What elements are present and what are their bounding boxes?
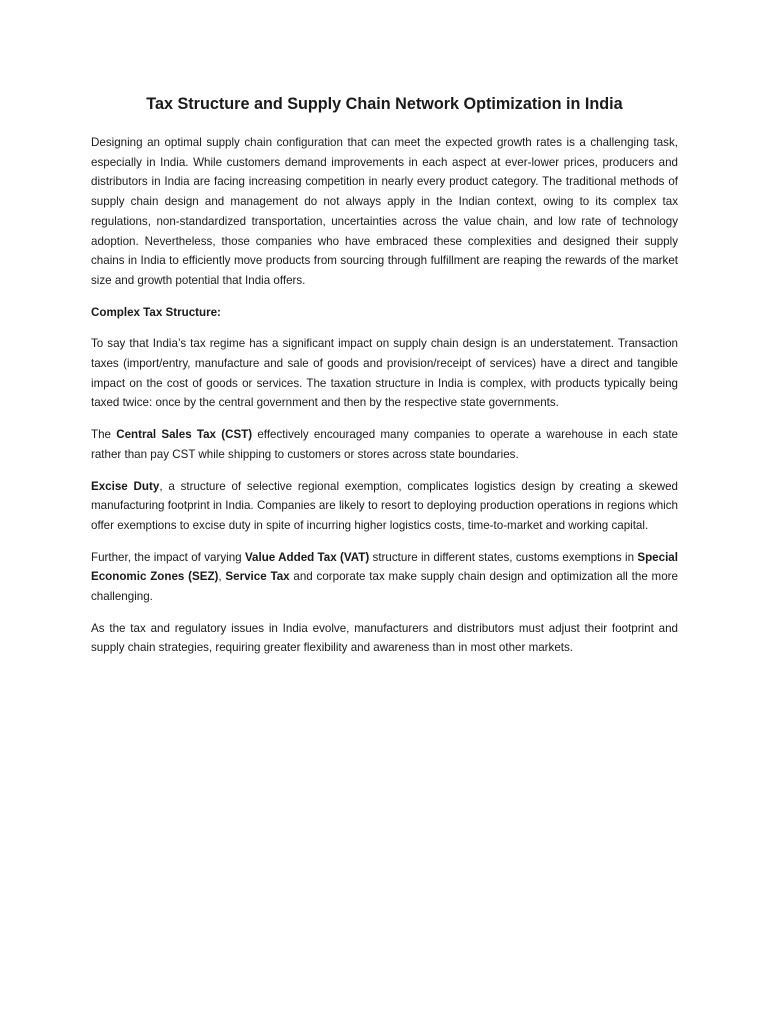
vat-mid-text: structure in different states, customs exemptions in: [369, 550, 638, 564]
excise-paragraph: [91, 477, 678, 536]
cst-paragraph: [91, 425, 678, 464]
vat-paragraph: [91, 548, 678, 607]
vat-term: Value Added Tax (VAT): [244, 550, 370, 564]
excise-term: Excise Duty: [91, 479, 160, 493]
service-tax-term: Service Tax: [225, 570, 290, 584]
document-title: Tax Structure and Supply Chain Network Optimization in India: [146, 95, 623, 113]
vat-prefix-text: Further, the impact of varying: [91, 550, 245, 564]
section-heading-complex-tax: Complex Tax Structure:: [91, 305, 221, 319]
intro-paragraph: Designing an optimal supply chain configuration that can meet the expected growth rates is a challenging task, especially in India. While customers demand improvements in each aspect at ever-lower prices, producers and distributors in India are facing increasing competition in nearly every product category. The traditional methods of supply chain design and management do not always apply in the Indian context, owing to its complex tax regulations, non-standardized transportation, uncertainties across the value chain, and low rate of technology adoption. Nevertheless, those companies who have embraced these complexities and designed their supply chains in India to efficiently move products from sourcing through fulfillment are reaping the rewards of the market size and growth potential that India offers.: [91, 136, 678, 287]
vat-separator-text: ,: [218, 570, 226, 584]
closing-paragraph: As the tax and regulatory issues in India evolve, manufacturers and distributors must adjust their footprint and supply chain strategies, requiring greater flexibility and awareness than in most other markets.: [91, 621, 678, 655]
tax-regime-paragraph: To say that India’s tax regime has a significant impact on supply chain design is an understatement. Transaction taxes (import/entry, manufacture and sale of goods and provision/receipt of services) have a direct and tangible impact on the cost of goods or services. The taxation structure in India is complex, with products typically being taxed twice: once by the central government and then by the respective state governments.: [91, 337, 678, 410]
sez-term: Special Economic Zones (SEZ): [91, 550, 678, 584]
vat-body-text: and corporate tax make supply chain design and optimization all the more challenging.: [91, 570, 678, 604]
cst-term: Central Sales Tax (CST): [116, 428, 253, 442]
cst-prefix-text: The: [91, 428, 117, 442]
cst-body-text: effectively encouraged many companies to operate a warehouse in each state rather than pay CST while shipping to customers or stores across state boundaries.: [91, 428, 679, 461]
excise-body-text: , a structure of selective regional exemption, complicates logistics design by creating a skewed manufacturing footprint in India. Companies are likely to resort to deploying production operations in regions which offer exemptions to excise duty in spite of incurring higher logistics costs, time-to-market and working capital.: [91, 479, 679, 532]
